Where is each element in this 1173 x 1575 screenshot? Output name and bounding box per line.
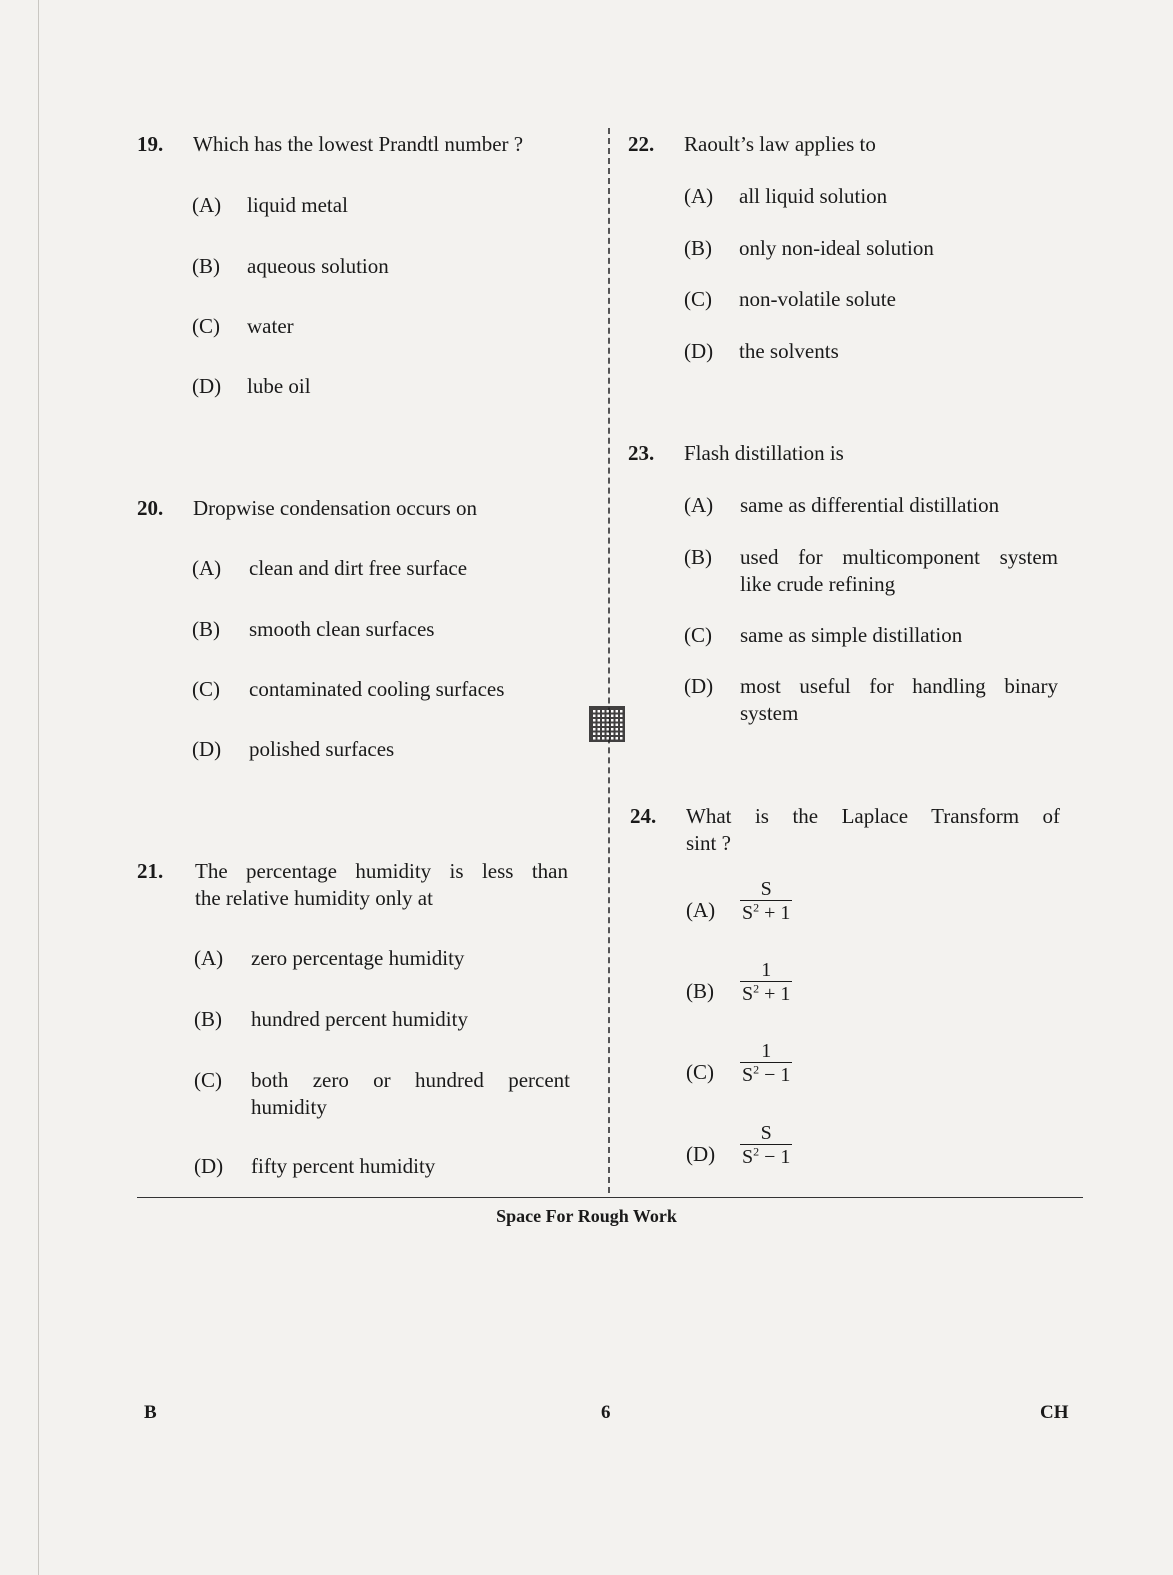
option-label: (B)	[194, 1007, 222, 1031]
question-number: 24.	[630, 804, 657, 828]
option-label: (B)	[192, 617, 220, 641]
denominator	[740, 1062, 792, 1086]
denominator-rest: − 1	[759, 1146, 791, 1168]
option-label: (D)	[194, 1154, 224, 1178]
fraction	[740, 1122, 792, 1168]
option-label: (C)	[192, 314, 220, 338]
option-label: (D)	[192, 374, 222, 398]
question-21	[137, 858, 577, 916]
option-23d	[684, 673, 1064, 731]
question-stem: Flash distillation is	[684, 441, 844, 465]
option-text: same as simple distillation	[740, 623, 963, 647]
denominator	[740, 900, 792, 924]
option-20c	[192, 676, 572, 706]
option-label: (C)	[684, 623, 712, 647]
option-text: clean and dirt free surface	[249, 556, 468, 580]
option-text: fifty percent humidity	[251, 1154, 436, 1178]
question-stem: Which has the lowest Prandtl number ?	[193, 132, 524, 156]
question-stem-line-1: The percentage humidity is less than	[195, 859, 568, 883]
option-text-line-1: both zero or hundred percent	[251, 1068, 570, 1092]
option-text: contaminated cooling surfaces	[249, 677, 505, 701]
option-21a	[194, 945, 574, 975]
question-number: 23.	[628, 441, 655, 465]
question-stem-line-1: What is the Laplace Transform of	[686, 804, 1060, 828]
option-label: (C)	[194, 1068, 222, 1092]
option-text-line-2: like crude refining	[740, 572, 896, 596]
question-number: 19.	[137, 132, 164, 156]
option-text: zero percentage humidity	[251, 946, 465, 970]
option-22d	[684, 338, 1064, 368]
option-label: (C)	[192, 677, 220, 701]
option-19c	[192, 313, 572, 343]
denominator-base: S	[742, 1064, 754, 1086]
option-20b	[192, 616, 572, 646]
denominator	[740, 981, 792, 1005]
denominator-rest: + 1	[759, 983, 791, 1005]
option-21c	[194, 1067, 574, 1125]
option-19d	[192, 373, 572, 403]
fraction	[740, 1040, 792, 1086]
option-text-line-2: humidity	[251, 1095, 327, 1119]
option-19b	[192, 253, 572, 283]
option-text: same as differential distillation	[740, 493, 1000, 517]
option-text: smooth clean surfaces	[249, 617, 435, 641]
denominator-exponent: 2	[753, 1062, 760, 1077]
numerator: 1	[761, 959, 772, 981]
option-text-line-2: system	[740, 701, 799, 725]
option-text: polished surfaces	[249, 737, 395, 761]
option-text: aqueous solution	[247, 254, 389, 278]
option-label: (D)	[684, 339, 714, 363]
option-label: (A)	[686, 898, 716, 922]
option-22c	[684, 286, 1064, 316]
option-label: (A)	[684, 493, 714, 517]
numerator: S	[760, 878, 772, 900]
fraction	[740, 878, 792, 924]
column-divider	[608, 128, 610, 1193]
option-label: (D)	[684, 674, 714, 698]
denominator-base: S	[742, 902, 754, 924]
question-24	[630, 803, 1070, 861]
option-label: (A)	[194, 946, 224, 970]
option-19a	[192, 192, 572, 222]
option-24b	[686, 959, 886, 1019]
option-label: (B)	[192, 254, 220, 278]
option-23b	[684, 544, 1064, 602]
option-22a	[684, 183, 1064, 213]
page-number: 6	[601, 1402, 611, 1423]
denominator-rest: + 1	[759, 902, 791, 924]
option-23a	[684, 492, 1064, 522]
option-label: (C)	[686, 1060, 714, 1084]
question-number: 20.	[137, 496, 164, 520]
question-20	[137, 495, 577, 525]
denominator	[740, 1144, 792, 1168]
option-label: (D)	[192, 737, 222, 761]
option-24d	[686, 1122, 886, 1182]
question-22	[628, 131, 1068, 161]
denominator-base: S	[742, 983, 754, 1005]
option-21b	[194, 1006, 574, 1036]
option-20d	[192, 736, 572, 766]
question-stem: Dropwise condensation occurs on	[193, 496, 478, 520]
denominator-exponent: 2	[753, 900, 760, 915]
option-label: (A)	[192, 556, 222, 580]
denominator-exponent: 2	[753, 1144, 760, 1159]
option-label: (C)	[684, 287, 712, 311]
rough-work-label: Space For Rough Work	[496, 1206, 677, 1226]
question-stem-line-2: the relative humidity only at	[195, 886, 433, 910]
option-24c	[686, 1040, 886, 1100]
option-text-line-1: used for multicomponent system	[740, 545, 1058, 569]
numerator: 1	[761, 1040, 772, 1062]
option-text: non-volatile solute	[739, 287, 896, 311]
booklet-series: B	[144, 1402, 157, 1423]
option-24a	[686, 878, 886, 938]
option-label: (A)	[192, 193, 222, 217]
option-21d	[194, 1153, 574, 1183]
qr-code-icon	[589, 706, 625, 742]
question-stem-line-2: sint ?	[686, 831, 731, 855]
fraction	[740, 959, 792, 1005]
option-label: (B)	[684, 545, 712, 569]
left-margin-line	[38, 0, 39, 1575]
denominator-rest: − 1	[759, 1064, 791, 1086]
option-23c	[684, 622, 1064, 652]
rough-work-divider	[137, 1197, 1083, 1198]
option-text: all liquid solution	[739, 184, 888, 208]
question-stem: Raoult’s law applies to	[684, 132, 876, 156]
question-number: 22.	[628, 132, 655, 156]
option-label: (B)	[686, 979, 714, 1003]
option-label: (D)	[686, 1142, 716, 1166]
option-text: the solvents	[739, 339, 839, 363]
option-text: only non-ideal solution	[739, 236, 934, 260]
option-label: (A)	[684, 184, 714, 208]
option-label: (B)	[684, 236, 712, 260]
option-22b	[684, 235, 1064, 265]
denominator-base: S	[742, 1146, 754, 1168]
option-20a	[192, 555, 572, 585]
subject-code: CH	[1040, 1402, 1069, 1423]
numerator: S	[760, 1122, 772, 1144]
question-23	[628, 440, 1068, 470]
option-text: liquid metal	[247, 193, 348, 217]
question-number: 21.	[137, 859, 164, 883]
option-text: hundred percent humidity	[251, 1007, 468, 1031]
option-text: water	[247, 314, 294, 338]
option-text: lube oil	[247, 374, 311, 398]
question-19	[137, 131, 577, 161]
denominator-exponent: 2	[753, 981, 760, 996]
option-text-line-1: most useful for handling binary	[740, 674, 1058, 698]
